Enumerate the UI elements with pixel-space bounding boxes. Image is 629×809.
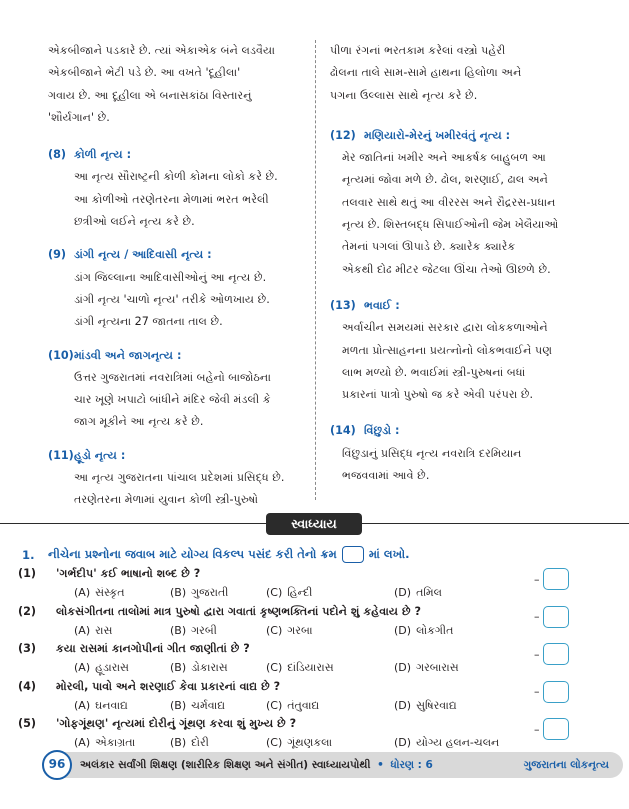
section-title: હૂડો નૃત્ય : bbox=[74, 448, 126, 462]
option-d[interactable] bbox=[394, 586, 442, 600]
question-number: (2) bbox=[18, 604, 37, 618]
section-title: માંડવી અને જાગનૃત્ય : bbox=[74, 348, 182, 362]
text-line: એકબીજાને ભેટી પડે છે. આ વખતે 'દૂહીલા' bbox=[48, 66, 241, 80]
answer-dash: – bbox=[534, 722, 540, 736]
option-label: (C) bbox=[266, 698, 283, 712]
answer-box[interactable] bbox=[543, 681, 569, 703]
text-line: પગના ઉલ્લાસ સાથે નૃત્ય કરે છે. bbox=[330, 88, 478, 102]
answer-box[interactable] bbox=[543, 643, 569, 665]
section-body bbox=[330, 443, 582, 488]
section-number: (8) bbox=[48, 148, 67, 162]
swadhyay-badge: સ્વાધ્યાય bbox=[266, 513, 362, 535]
section-heading bbox=[330, 125, 582, 147]
section-8 bbox=[48, 144, 300, 233]
section-title: કોળી નૃત્ય : bbox=[74, 148, 132, 162]
options bbox=[74, 736, 499, 750]
section-title: ડાંગી નૃત્ય / આદિવાસી નૃત્ય : bbox=[74, 248, 212, 262]
text-line: પીળા રંગનાં ભરતકામ કરેલાં વસ્ત્રો પહેરી bbox=[330, 44, 506, 57]
answer-box[interactable] bbox=[543, 718, 569, 740]
section-number: (9) bbox=[48, 248, 67, 262]
option-text: હિન્દી bbox=[287, 586, 313, 599]
right-column bbox=[330, 40, 582, 487]
section-number: (10) bbox=[48, 348, 74, 362]
text-line: ભજવવામાં આવે છે. bbox=[342, 469, 430, 483]
question bbox=[18, 605, 421, 619]
section-body bbox=[48, 467, 300, 512]
option-text: સુષિરવાદ્ય bbox=[416, 698, 457, 712]
text-line: મેર જાતિનાં ખમીર અને આકર્ષક બાહુબળ આ bbox=[342, 151, 546, 165]
section-10 bbox=[48, 345, 300, 434]
question-text: મોરલી, પાવો અને શરણાઈ કેવા પ્રકારનાં વાદ્ય છે ? bbox=[56, 679, 281, 693]
option-d[interactable] bbox=[394, 736, 499, 750]
question-number: (1) bbox=[18, 567, 37, 580]
option-text: ગુજરાતી bbox=[191, 586, 229, 599]
option-label: (B) bbox=[170, 661, 187, 674]
answer-box-sample bbox=[342, 546, 364, 563]
section-heading bbox=[48, 445, 300, 467]
chapter-title: ગુજરાતના લોકનૃત્ય bbox=[523, 758, 609, 771]
question-text: લોકસંગીતના તાલોમાં માત્ર પુરુષો દ્વારા ગવાતાં કૃષ્ણભક્તિનાં પદોને શું કહેવાય છે ? bbox=[56, 604, 422, 618]
book-title: અલંકાર સર્વાંગી શિક્ષણ (શારીરિક શિક્ષણ અને સંગીત) સ્વાધ્યાયપોથી bbox=[80, 758, 371, 771]
option-a[interactable] bbox=[74, 699, 170, 713]
text-line: આ નૃત્ય ગુજરાતના પાંચાલ પ્રદેશમાં પ્રસિદ્ધ છે. bbox=[74, 471, 285, 485]
page-number-badge: 96 bbox=[42, 750, 72, 780]
right-intro bbox=[330, 40, 582, 107]
section-number: (12) bbox=[330, 128, 356, 142]
question bbox=[18, 567, 200, 581]
section-heading bbox=[48, 144, 300, 166]
text-line: નૃત્ય છે. શિસ્તબદ્ધ સિપાઈઓની જેમ ખેલૈયાઓ bbox=[342, 218, 559, 232]
option-b[interactable] bbox=[170, 661, 266, 675]
option-label: (A) bbox=[74, 661, 91, 674]
text-line: અર્વાચીન સમયમાં સરકાર દ્વારા લોકકળાઓને bbox=[342, 321, 548, 335]
option-text: ઘનવાદ્ય bbox=[95, 698, 128, 712]
question-text: 'ગોફગૂંથણ' નૃત્યમાં દોરીનું ગૂંથણ કરવા શું મુખ્ય છે ? bbox=[56, 717, 297, 730]
section-body bbox=[48, 367, 300, 434]
section-number: (14) bbox=[330, 424, 356, 438]
option-label: (C) bbox=[266, 661, 283, 674]
option-c[interactable] bbox=[266, 624, 394, 638]
option-label: (B) bbox=[170, 698, 187, 712]
answer-slot bbox=[534, 718, 569, 740]
option-d[interactable] bbox=[394, 661, 459, 675]
section-body bbox=[330, 317, 582, 406]
text-line: ઢોલના તાલે સામ-સામે હાથના હિલોળા અને bbox=[330, 66, 522, 80]
option-label: (B) bbox=[170, 623, 187, 637]
text-line: ડાંગી નૃત્ય 'ચાળો નૃત્ય' તરીકે ઓળખાય છે. bbox=[74, 292, 270, 306]
text-line: તરણેતરના મેળામાં યુવાન કોળી સ્ત્રી-પુરુષો bbox=[74, 493, 259, 507]
mcq-item bbox=[18, 566, 618, 604]
option-text: રાસ bbox=[95, 623, 113, 637]
option-b[interactable] bbox=[170, 624, 266, 638]
option-b[interactable] bbox=[170, 736, 266, 750]
text-line: તેમનાં પગલાં ઊપાડે છે. ક્યારેક ક્યારેક bbox=[342, 240, 516, 254]
text-line: જાગ મૂકીને આ નૃત્ય કરે છે. bbox=[74, 415, 204, 429]
section-body bbox=[48, 166, 300, 233]
grade-label: ધોરણ : 6 bbox=[390, 758, 433, 771]
text-line: ઉત્તર ગુજરાતમાં નવરાત્રિમાં બહેનો બાજોઠના bbox=[74, 370, 271, 384]
question bbox=[18, 642, 250, 656]
text-line: ડાંગ જિલ્લાના આદિવાસીઓનું આ નૃત્ય છે. bbox=[74, 270, 267, 284]
answer-dash: – bbox=[534, 610, 540, 623]
option-text: ગરબી bbox=[191, 623, 217, 637]
option-text: તમિલ bbox=[416, 586, 442, 599]
section-11 bbox=[48, 445, 300, 512]
mcq-item bbox=[18, 716, 618, 754]
option-c[interactable] bbox=[266, 736, 394, 750]
footer-bar bbox=[48, 752, 623, 778]
option-c[interactable] bbox=[266, 586, 394, 600]
text-line: ગવાય છે. આ દૂહીલા એ બનાસકાંઠા વિસ્તારનું bbox=[48, 88, 252, 102]
section-heading bbox=[48, 244, 300, 266]
text-line: પ્રકારનાં પાત્રો પુરુષો જ કરે એવી પરંપરા છે. bbox=[342, 388, 534, 402]
options bbox=[74, 661, 459, 675]
option-text: ગૂંથણકલા bbox=[287, 736, 333, 749]
option-text: એકાગ્રતા bbox=[95, 736, 136, 749]
option-label: (B) bbox=[170, 736, 187, 749]
answer-slot bbox=[534, 568, 569, 590]
mcq-item bbox=[18, 641, 618, 679]
options bbox=[74, 624, 453, 638]
option-c[interactable] bbox=[266, 661, 394, 675]
option-label: (A) bbox=[74, 586, 91, 599]
option-text: હૂડારાસ bbox=[95, 661, 129, 674]
footer-bullet: • bbox=[377, 758, 384, 771]
option-label: (A) bbox=[74, 623, 91, 637]
option-a[interactable] bbox=[74, 736, 170, 750]
column-divider bbox=[315, 40, 316, 500]
section-number: (11) bbox=[48, 448, 74, 462]
question-number: (3) bbox=[18, 642, 37, 655]
option-text: ચર્મવાદ્ય bbox=[191, 698, 226, 712]
answer-slot bbox=[534, 681, 569, 703]
answer-box[interactable] bbox=[543, 606, 569, 628]
options bbox=[74, 699, 457, 713]
section-heading bbox=[48, 345, 300, 367]
option-label: (C) bbox=[266, 586, 283, 599]
mcq-list bbox=[18, 566, 618, 754]
question-number: (4) bbox=[18, 679, 37, 693]
answer-slot bbox=[534, 606, 569, 628]
section-number: (13) bbox=[330, 298, 356, 312]
text-line: એકથી દોઢ મીટર જેટલા ઊંચા તેઓ ઊછળે છે. bbox=[342, 262, 551, 276]
answer-slot bbox=[534, 643, 569, 665]
section-body bbox=[48, 267, 300, 334]
text-line: મળતા પ્રોત્સાહનના પ્રયત્નોનો લોકભવાઈને પણ bbox=[342, 343, 553, 357]
option-label: (D) bbox=[394, 736, 412, 749]
main-question-number: 1. bbox=[22, 547, 35, 562]
option-text: તંતુવાદ્ય bbox=[287, 698, 320, 712]
section-heading bbox=[330, 420, 582, 442]
section-title: વિંછુડો : bbox=[364, 424, 400, 438]
option-label: (D) bbox=[394, 623, 412, 637]
answer-dash: – bbox=[534, 685, 540, 698]
option-label: (D) bbox=[394, 586, 412, 599]
options bbox=[74, 586, 442, 600]
option-b[interactable] bbox=[170, 586, 266, 600]
option-text: ગરબા bbox=[287, 623, 313, 637]
text-line: છત્રીઓ લઈને નૃત્ય કરે છે. bbox=[74, 215, 195, 229]
section-13 bbox=[330, 295, 582, 406]
option-label: (A) bbox=[74, 698, 91, 712]
option-label: (B) bbox=[170, 586, 187, 599]
text-line: ચાર ખૂણે ખપાટો બાંધીને મંદિર જેવી મંડલી કે bbox=[74, 393, 271, 407]
section-9 bbox=[48, 244, 300, 333]
question bbox=[18, 680, 280, 694]
text-line: તલવાર સાથે થતું આ વીરરસ અને રૌદ્રરસ-પ્રધાન bbox=[342, 195, 556, 209]
main-question-suffix: માં લખો. bbox=[368, 547, 410, 561]
footer-book-info bbox=[80, 759, 433, 772]
option-b[interactable] bbox=[170, 699, 266, 713]
option-label: (D) bbox=[394, 698, 412, 712]
question-text: 'ગર્ભદીપ' કઈ ભાષાનો શબ્દ છે ? bbox=[56, 567, 201, 580]
question-text: કયા રાસમાં કાનગોપીનાં ગીત જાણીતાં છે ? bbox=[56, 642, 250, 655]
option-label: (C) bbox=[266, 623, 283, 637]
mcq-item bbox=[18, 679, 618, 717]
text-line: 'શૌર્યગાન' છે. bbox=[48, 110, 110, 124]
option-a[interactable] bbox=[74, 624, 170, 638]
text-line: નૃત્યમાં જોવા મળે છે. ઢોલ, શરણાઈ, ઢાલ અને bbox=[342, 173, 548, 187]
option-label: (A) bbox=[74, 736, 91, 749]
option-a[interactable] bbox=[74, 586, 170, 600]
main-question-text: નીચેના પ્રશ્નોના જવાબ માટે યોગ્ય વિકલ્પ પસંદ કરી તેનો ક્રમ bbox=[48, 547, 337, 561]
option-text: યોગ્ય હલન-ચલન bbox=[416, 736, 500, 749]
option-a[interactable] bbox=[74, 661, 170, 675]
question bbox=[18, 717, 296, 731]
text-line: એકબીજાને પડકારે છે. ત્યાં એકાએક બંને લડવૈયા bbox=[48, 44, 275, 57]
mcq-item bbox=[18, 604, 618, 642]
text-line: વિંછુડાનું પ્રસિદ્ધ નૃત્ય નવરાત્રિ દરમિયાન bbox=[342, 446, 522, 460]
option-c[interactable] bbox=[266, 699, 394, 713]
option-text: ડોકારાસ bbox=[191, 661, 228, 674]
section-title: મણિયારો-મેરનું ખમીરવંતું નૃત્ય : bbox=[364, 128, 511, 142]
section-12 bbox=[330, 125, 582, 281]
text-line: આ નૃત્ય સૌરાષ્ટ્રની કોળી કોમના લોકો કરે છે. bbox=[74, 170, 278, 184]
answer-dash: – bbox=[534, 572, 540, 586]
option-text: દોરી bbox=[191, 736, 209, 749]
section-title: ભવાઈ : bbox=[364, 298, 400, 312]
main-question bbox=[18, 546, 618, 563]
option-d[interactable] bbox=[394, 624, 453, 638]
question-number: (5) bbox=[18, 717, 37, 730]
text-line: લાભ મળ્યો છે. ભવાઈમાં સ્ત્રી-પુરુષનાં બધાં bbox=[342, 365, 526, 379]
answer-box[interactable] bbox=[543, 568, 569, 590]
option-text: ગરબારાસ bbox=[416, 661, 459, 674]
text-line: આ કોળીઓ તરણેતરના મેળામાં ભરત ભરેલી bbox=[74, 192, 269, 206]
left-column bbox=[48, 40, 300, 512]
option-text: સંસ્કૃત bbox=[95, 586, 125, 599]
answer-dash: – bbox=[534, 647, 540, 661]
option-text: લોકગીત bbox=[416, 623, 454, 637]
option-text: દાંડિયારાસ bbox=[287, 661, 334, 674]
option-d[interactable] bbox=[394, 699, 457, 713]
section-body bbox=[330, 147, 582, 281]
section-14 bbox=[330, 420, 582, 487]
option-label: (D) bbox=[394, 661, 412, 674]
text-line: ડાંગી નૃત્યના 27 જાતના તાલ છે. bbox=[74, 315, 223, 329]
left-intro bbox=[48, 40, 300, 129]
option-label: (C) bbox=[266, 736, 283, 749]
section-heading bbox=[330, 295, 582, 317]
